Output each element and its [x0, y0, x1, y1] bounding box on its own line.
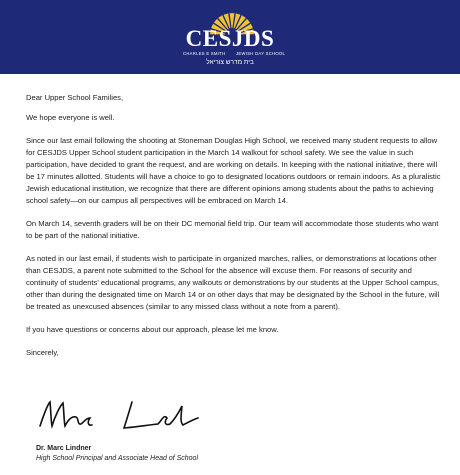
- logo-subtitle-left: CHARLES E SMITH: [183, 51, 226, 56]
- closing: Sincerely,: [26, 348, 59, 357]
- salutation: Dear Upper School Families,: [26, 93, 124, 102]
- paragraph-absences: As noted in our last email, if students wish to participate in organized marches, rallies, or demonstrations at locations other than CESJDS, a parent note submitted to the School for the absence will excuse them. For reasons of security and continuity of students' educational programs, any walkouts or demonstrations by our students at the Upper School campus, other than during the designated time on March 14 or on other days that may be designated by the School in the future, will be treated as unexcused absences (similar to any missed class without a note from a parent).: [26, 254, 440, 311]
- handwritten-signature: [36, 396, 206, 436]
- paragraph-seventh-grade: On March 14, seventh graders will be on their DC memorial field trip. Our team will accommodate those students who want to be part of the national initiative.: [26, 219, 439, 240]
- paragraph-walkout: Since our last email following the shooting at Stoneman Douglas High School, we received many student requests to allow for CESJDS Upper School student participation in the March 14 walkout for school safety. We see the value in such participation, have decided to grant the request, and are working on details. In keeping with the national initiative, there will be 17 minutes allotted. Students will have a choice to go to designated locations outdoors or remain indoors. As a pluralistic Jewish educational institution, we recognize that there are different opinions among students about the paths to achieving school safety—on our campus all perspectives will be embraced on March 14.: [26, 136, 441, 205]
- logo-wordmark: CESJDS: [185, 26, 275, 51]
- signer-block: [36, 444, 198, 464]
- signer-title: High School Principal and Associate Head of School: [36, 455, 199, 462]
- letter-body: [26, 92, 444, 363]
- signer-name: Dr. Marc Lindner: [36, 445, 92, 452]
- logo-subtitle-right: JEWISH DAY SCHOOL: [236, 51, 286, 56]
- paragraph-greeting: We hope everyone is well.: [26, 113, 115, 122]
- school-logo-banner: [0, 0, 460, 74]
- paragraph-contact: If you have questions or concerns about our approach, please let me know.: [26, 325, 279, 334]
- logo-hebrew-name: בית מדרש צוריאל: [206, 59, 254, 66]
